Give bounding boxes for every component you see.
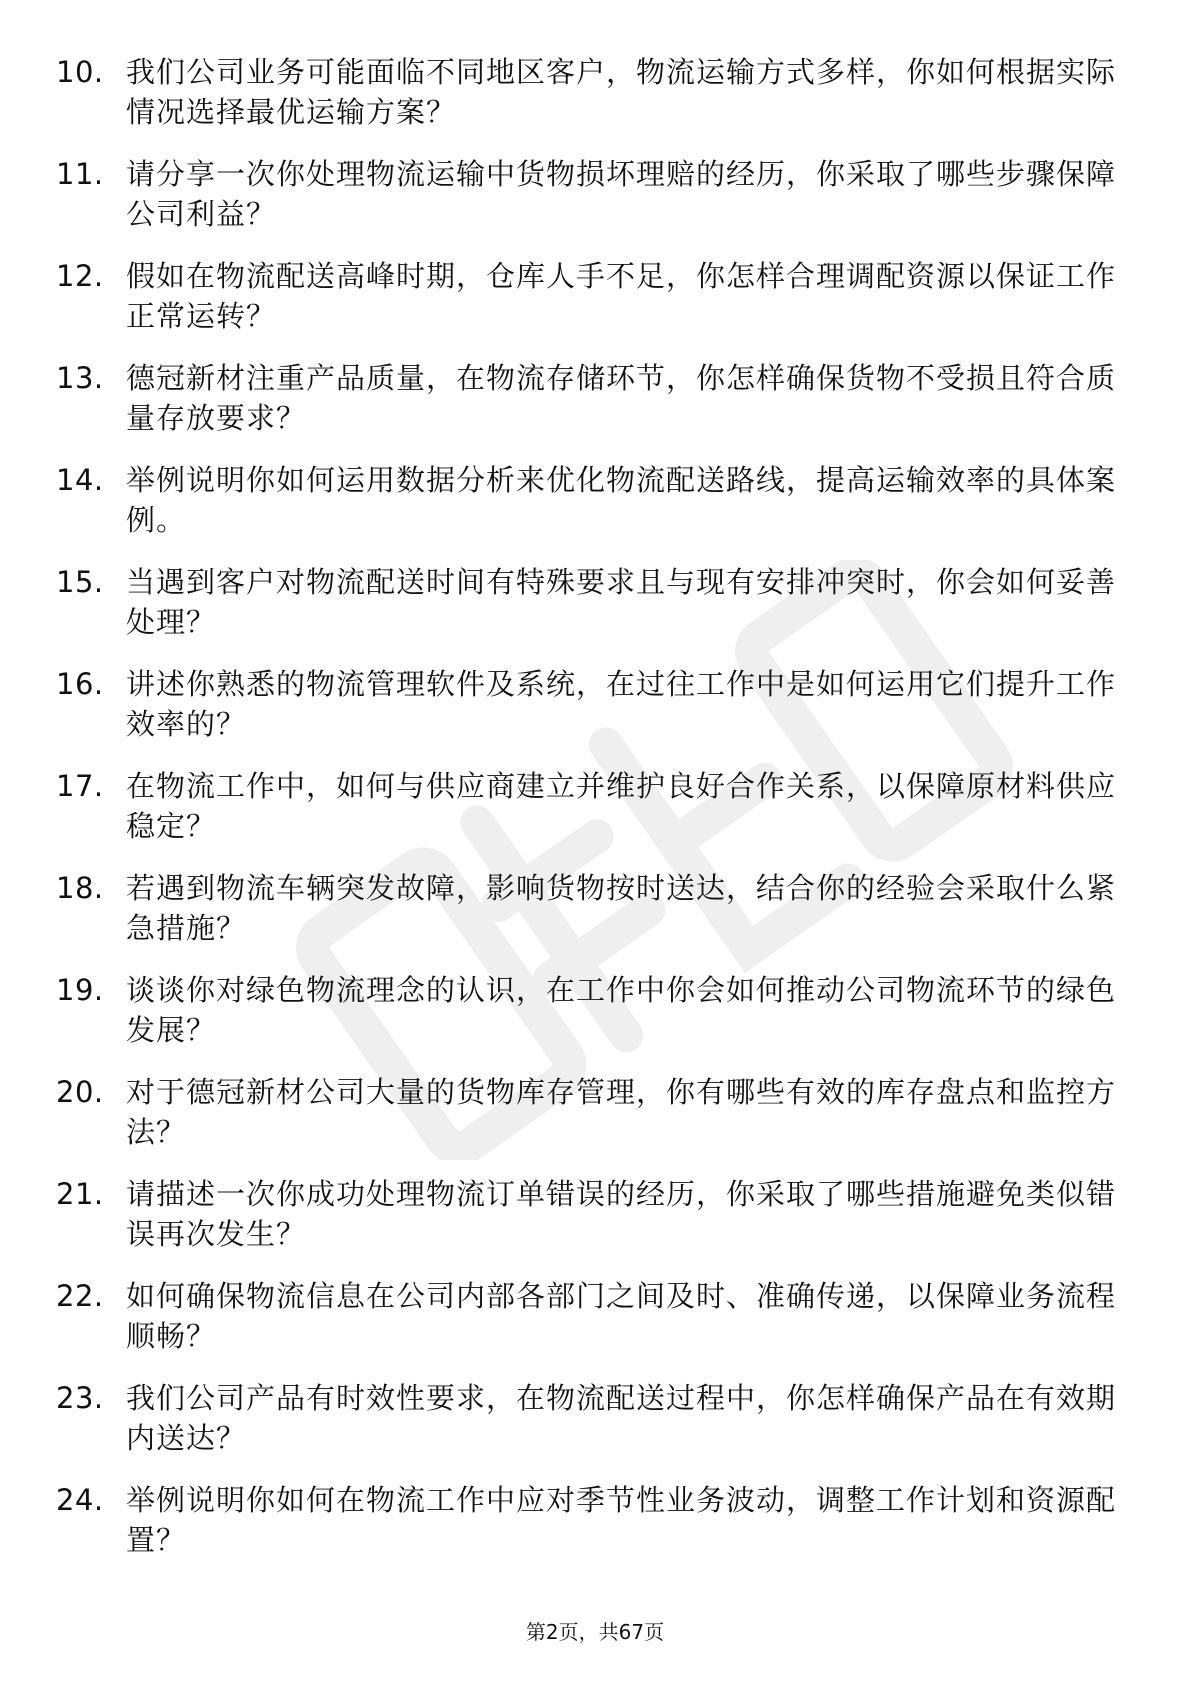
question-text: 假如在物流配送高峰时期，仓库人手不足，你怎样合理调配资源以保证工作正常运转？ — [126, 259, 1117, 333]
question-number: 16. — [56, 667, 104, 701]
question-number: 23. — [56, 1381, 104, 1415]
question-number: 15. — [56, 565, 104, 599]
question-number: 22. — [56, 1279, 104, 1313]
question-text: 请分享一次你处理物流运输中货物损坏理赔的经历，你采取了哪些步骤保障公司利益？ — [126, 157, 1117, 231]
question-item — [56, 1174, 1116, 1254]
question-number: 10. — [56, 55, 104, 89]
question-text: 若遇到物流车辆突发故障，影响货物按时送达，结合你的经验会采取什么紧急措施？ — [126, 871, 1117, 945]
question-text: 我们公司产品有时效性要求，在物流配送过程中，你怎样确保产品在有效期内送达？ — [126, 1381, 1117, 1455]
question-number: 20. — [56, 1075, 104, 1109]
page-number-label: 第2页，共67页 — [525, 1620, 665, 1644]
question-item — [56, 256, 1116, 336]
question-text: 如何确保物流信息在公司内部各部门之间及时、准确传递，以保障业务流程顺畅？ — [126, 1279, 1117, 1353]
question-number: 18. — [56, 871, 104, 905]
question-number: 24. — [56, 1483, 104, 1517]
question-item — [56, 1480, 1116, 1560]
page-footer — [0, 1618, 1190, 1646]
question-item — [56, 460, 1116, 540]
question-number: 13. — [56, 361, 104, 395]
question-item — [56, 358, 1116, 438]
question-item — [56, 52, 1116, 132]
question-text: 在物流工作中，如何与供应商建立并维护良好合作关系，以保障原材料供应稳定？ — [126, 769, 1117, 843]
question-text: 讲述你熟悉的物流管理软件及系统，在过往工作中是如何运用它们提升工作效率的？ — [126, 667, 1117, 741]
question-text: 当遇到客户对物流配送时间有特殊要求且与现有安排冲突时，你会如何妥善处理？ — [126, 565, 1117, 639]
question-number: 12. — [56, 259, 104, 293]
question-number: 14. — [56, 463, 104, 497]
question-item — [56, 1378, 1116, 1458]
question-text: 举例说明你如何运用数据分析来优化物流配送路线，提高运输效率的具体案例。 — [126, 463, 1117, 537]
question-item — [56, 154, 1116, 234]
question-number: 11. — [56, 157, 104, 191]
question-number: 19. — [56, 973, 104, 1007]
question-text: 举例说明你如何在物流工作中应对季节性业务波动，调整工作计划和资源配置？ — [126, 1483, 1117, 1557]
question-text: 对于德冠新材公司大量的货物库存管理，你有哪些有效的库存盘点和监控方法？ — [126, 1075, 1117, 1149]
question-text: 谈谈你对绿色物流理念的认识，在工作中你会如何推动公司物流环节的绿色发展？ — [126, 973, 1117, 1047]
question-number: 21. — [56, 1177, 104, 1211]
question-text: 我们公司业务可能面临不同地区客户，物流运输方式多样，你如何根据实际情况选择最优运输方案？ — [126, 55, 1117, 129]
question-text: 德冠新材注重产品质量，在物流存储环节，你怎样确保货物不受损且符合质量存放要求？ — [126, 361, 1117, 435]
question-item — [56, 1276, 1116, 1356]
question-number: 17. — [56, 769, 104, 803]
question-item — [56, 1072, 1116, 1152]
question-text: 请描述一次你成功处理物流订单错误的经历，你采取了哪些措施避免类似错误再次发生？ — [126, 1177, 1117, 1251]
question-item — [56, 664, 1116, 744]
question-item — [56, 766, 1116, 846]
question-item — [56, 562, 1116, 642]
question-list — [56, 52, 1116, 1582]
question-item — [56, 868, 1116, 948]
question-item — [56, 970, 1116, 1050]
